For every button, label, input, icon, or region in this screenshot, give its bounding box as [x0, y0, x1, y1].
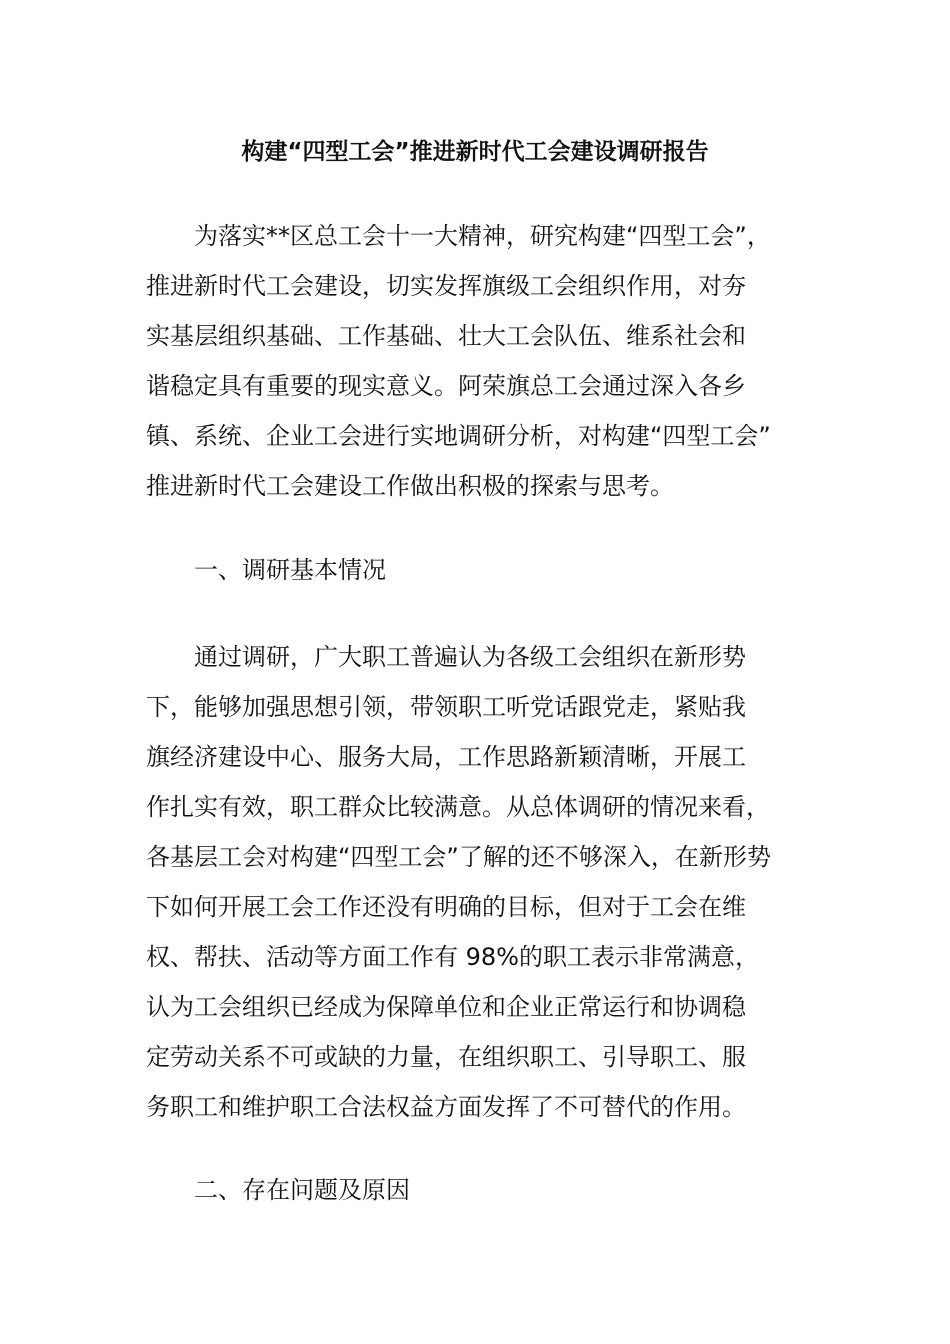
document-title: 构建“四型工会”推进新时代工会建设调研报告 [241, 139, 709, 165]
paragraph-line: 镇、系统、企业工会进行实地调研分析，对构建“四型工会” [146, 422, 771, 450]
intro-paragraph [146, 211, 826, 511]
paragraph-line: 权、帮扶、活动等方面工作有 98%的职工表示非常满意， [146, 943, 759, 971]
paragraph-line: 定劳动关系不可或缺的力量，在组织职工、引导职工、服 [146, 1043, 746, 1071]
paragraph-line: 作扎实有效，职工群众比较满意。从总体调研的情况来看， [146, 793, 770, 821]
paragraph-line: 下如何开展工会工作还没有明确的目标，但对于工会在维 [146, 893, 746, 921]
section-heading-1: 一、调研基本情况 [194, 556, 386, 584]
paragraph-line: 谐稳定具有重要的现实意义。阿荣旗总工会通过深入各乡 [146, 372, 746, 400]
paragraph-line: 各基层工会对构建“四型工会”了解的还不够深入，在新形势 [146, 843, 771, 871]
paragraph-line: 认为工会组织已经成为保障单位和企业正常运行和协调稳 [146, 993, 746, 1021]
paragraph-line: 务职工和维护职工合法权益方面发挥了不可替代的作用。 [146, 1093, 746, 1121]
paragraph-line: 下，能够加强思想引领，带领职工听党话跟党走，紧贴我 [146, 693, 746, 721]
paragraph-line: 推进新时代工会建设，切实发挥旗级工会组织作用，对夯 [146, 272, 746, 300]
section1-paragraph [146, 632, 826, 1132]
paragraph-line: 实基层组织基础、工作基础、壮大工会队伍、维系社会和 [146, 322, 746, 350]
paragraph-line: 推进新时代工会建设工作做出积极的探索与思考。 [146, 472, 674, 500]
paragraph-line: 为落实**区总工会十一大精神，研究构建“四型工会”， [194, 222, 771, 250]
paragraph-line: 通过调研，广大职工普遍认为各级工会组织在新形势 [194, 643, 746, 671]
section-heading-2: 二、存在问题及原因 [194, 1176, 410, 1204]
paragraph-line: 旗经济建设中心、服务大局，工作思路新颖清晰，开展工 [146, 743, 746, 771]
